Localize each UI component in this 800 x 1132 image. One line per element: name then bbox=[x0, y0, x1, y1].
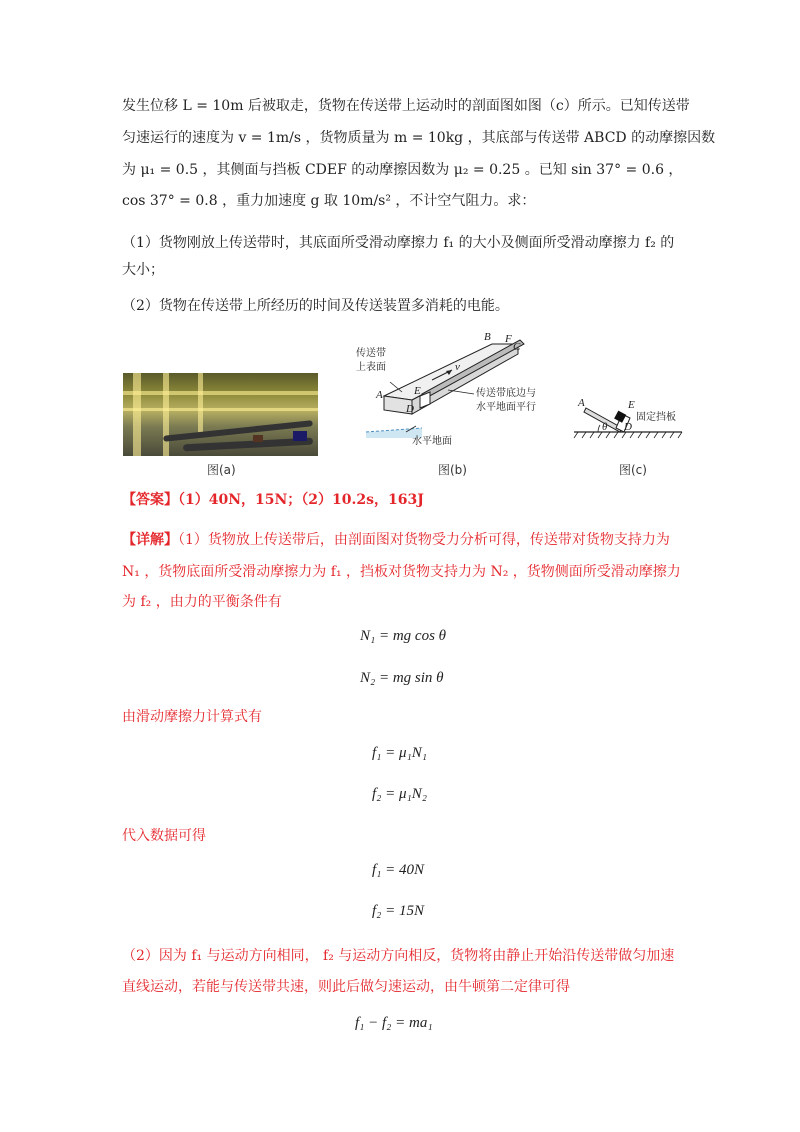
problem-line-4: cos 37° = 0.8 ，重力加速度 g 取 10m/s² ，不计空气阻力。求： bbox=[122, 193, 536, 209]
question-2: （2）货物在传送带上所经历的时间及传送装置多消耗的电能。 bbox=[122, 298, 509, 314]
detail-line-2: N₁ ，货物底面所受滑动摩擦力为 f₁ ，挡板对货物支持力为 N₂ ，货物侧面所受滑动摩擦力 bbox=[122, 564, 681, 580]
question-1-line-a: （1）货物刚放上传送带时，其底面所受滑动摩擦力 f₁ 的大小及侧面所受滑动摩擦力 f₂ 的 bbox=[122, 235, 675, 251]
equation-5: f₁ = 40N bbox=[372, 862, 425, 878]
equation-2: N₂ = mg sin θ bbox=[360, 670, 444, 686]
label-E: E bbox=[414, 385, 421, 397]
label-theta: θ bbox=[602, 421, 608, 433]
label-c-A: A bbox=[578, 397, 585, 409]
problem-line-3: 为 μ₁ = 0.5 ，其侧面与挡板 CDEF 的动摩擦因数为 μ₂ = 0.25 。已知 sin 37° = 0.6 ， bbox=[122, 162, 683, 178]
label-bottom-edge-2: 水平地面平行 bbox=[476, 402, 536, 413]
detail-line-1 bbox=[122, 530, 670, 550]
figure-b-caption: 图(b) bbox=[438, 463, 467, 477]
answer-line bbox=[122, 490, 424, 510]
answer-text: （1）40N，15N；（2）10.2s，163J bbox=[178, 492, 424, 508]
figure-b-diagram bbox=[352, 330, 552, 458]
equation-1: N₁ = mg cos θ bbox=[360, 628, 447, 644]
label-top-surface-1: 传送带 bbox=[356, 348, 386, 359]
figure-c-diagram bbox=[570, 388, 690, 446]
equation-3: f₁ = μ₁N₁ bbox=[372, 745, 427, 761]
label-A: A bbox=[376, 389, 383, 401]
label-D: D bbox=[406, 403, 414, 415]
detail-p1a: （1）货物放上传送带后，由剖面图对货物受力分析可得，传送带对货物支持力为 bbox=[178, 532, 670, 548]
label-ground: 水平地面 bbox=[412, 436, 452, 447]
label-F: F bbox=[505, 333, 512, 345]
detail-line-3: 为 f₂ ，由力的平衡条件有 bbox=[122, 594, 282, 610]
equation-4: f₂ = μ₁N₂ bbox=[372, 786, 427, 802]
label-C: C bbox=[513, 341, 521, 353]
label-v: v bbox=[455, 361, 460, 373]
figure-a-photo bbox=[123, 373, 318, 456]
label-c-D: D bbox=[624, 421, 632, 433]
label-top-surface-2: 上表面 bbox=[356, 362, 386, 373]
problem-line-1: 发生位移 L = 10m 后被取走，货物在传送带上运动时的剖面图如图（c）所示。已知传送带 bbox=[122, 98, 690, 114]
figure-c-caption: 图(c) bbox=[619, 463, 647, 477]
label-c-E: E bbox=[628, 399, 635, 411]
problem-line-2: 匀速运行的速度为 v = 1m/s ，货物质量为 m = 10kg ，其底部与传送带 ABCD 的动摩擦因数 bbox=[122, 130, 716, 146]
detail-line-4: 由滑动摩擦力计算式有 bbox=[122, 709, 262, 725]
equation-6: f₂ = 15N bbox=[372, 903, 425, 919]
equation-7: f₁ − f₂ = ma₁ bbox=[355, 1015, 433, 1031]
detail-line-5: 代入数据可得 bbox=[122, 828, 206, 844]
detail-line-7: 直线运动，若能与传送带共速，则此后做匀速运动，由牛顿第二定律可得 bbox=[122, 979, 570, 995]
label-fixed-baffle: 固定挡板 bbox=[636, 412, 676, 423]
label-bottom-edge-1: 传送带底边与 bbox=[476, 388, 536, 399]
detail-line-6: （2）因为 f₁ 与运动方向相同， f₂ 与运动方向相反，货物将由静止开始沿传送带做匀加速 bbox=[122, 948, 675, 964]
detail-tag: 【详解】 bbox=[122, 532, 178, 548]
question-1-line-b: 大小； bbox=[122, 262, 164, 278]
answer-tag: 【答案】 bbox=[122, 492, 178, 508]
figure-a-caption: 图(a) bbox=[207, 463, 236, 477]
label-B: B bbox=[484, 331, 491, 343]
